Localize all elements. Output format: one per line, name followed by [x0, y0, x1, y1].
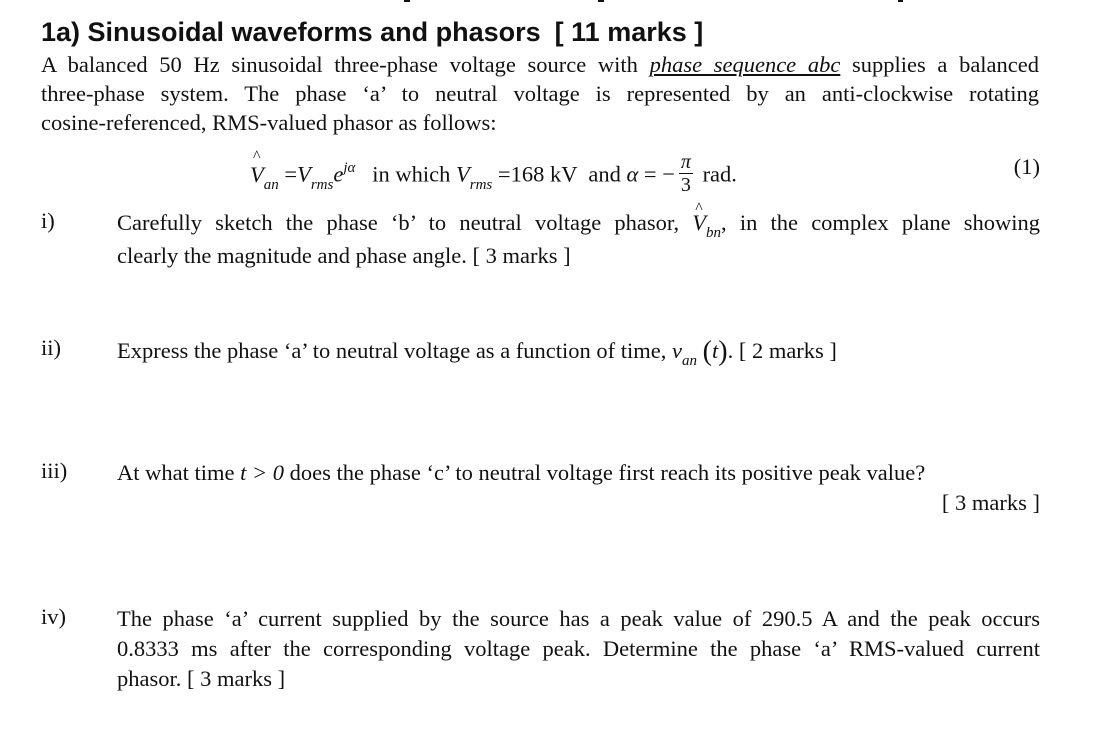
item-text: clearly the magnitude and phase angle.	[117, 243, 467, 268]
item-i-line-1	[117, 208, 1040, 241]
section-heading	[41, 14, 703, 50]
item-i-marks: [ 3 marks ]	[472, 243, 571, 268]
exp-base: e	[333, 161, 344, 187]
item-iv-line-2: 0.8333 ms after the corresponding voltage peak. Determine the phase ‘a’ RMS-valued current	[117, 636, 1040, 661]
equals-sign: =	[284, 161, 298, 187]
cropped-top-mark	[898, 0, 903, 2]
unit-text: rad.	[702, 161, 737, 187]
alpha-equals: = −	[643, 161, 675, 187]
equation-number: (1)	[1013, 154, 1040, 179]
item-text: , in the complex plane showing	[721, 210, 1041, 235]
vrms-symbol-2: V	[456, 161, 470, 187]
cropped-top-mark	[598, 0, 604, 2]
vrms-value: =168 kV	[497, 161, 578, 187]
fraction-denominator: 3	[680, 174, 691, 196]
item-ii-marks: [ 2 marks ]	[738, 338, 837, 363]
item-ii-text	[117, 335, 1040, 369]
alpha-symbol: α	[626, 161, 639, 187]
item-ii-question	[117, 336, 739, 369]
item-iv-marks: [ 3 marks ]	[187, 666, 286, 691]
period: .	[727, 338, 734, 363]
van-sub: an	[682, 353, 698, 369]
open-paren: (	[702, 336, 712, 367]
time-variable: t	[711, 338, 719, 363]
item-iii-line-2	[117, 488, 1040, 518]
item-i-line-2	[117, 241, 1040, 271]
van-symbol: v	[672, 338, 683, 363]
vrms-sub-2: rms	[469, 176, 493, 193]
close-paren: )	[718, 336, 728, 367]
in-which-text: in which	[372, 161, 451, 187]
item-text: does the phase ‘c’ to neutral voltage first reach its positive peak value?	[289, 460, 926, 485]
cropped-top-mark	[404, 0, 410, 2]
item-iv-line-1: The phase ‘a’ current supplied by the source has a peak value of 290.5 A and the peak occurs	[117, 606, 1040, 631]
item-text: Carefully sketch the phase ‘b’ to neutral voltage phasor,	[117, 210, 680, 235]
item-iv-line-3	[117, 664, 1040, 694]
item-text: At what time	[117, 460, 235, 485]
item-iii-text	[117, 458, 1040, 518]
phasor-van-symbol: ^ V	[250, 162, 264, 188]
time-condition: t > 0	[240, 460, 285, 485]
phasor-vbn-sub: bn	[706, 225, 722, 241]
phase-sequence-term: phase sequence abc	[649, 52, 841, 77]
intro-line-3: cosine-referenced, RMS-valued phasor as follows:	[41, 110, 497, 135]
equation-body	[250, 151, 737, 199]
item-i-text	[117, 208, 1040, 271]
equation-1	[250, 140, 1040, 204]
phasor-vbn-symbol: ^ V	[692, 208, 706, 238]
item-iv-text	[117, 604, 1040, 694]
intro-line-1	[41, 50, 1039, 79]
vrms-sub: rms	[310, 176, 334, 193]
section-marks: [ 11 marks ]	[554, 17, 704, 47]
item-text: phasor.	[117, 666, 182, 691]
intro-text: supplies a balanced	[852, 52, 1040, 77]
item-label-iv: iv)	[41, 604, 66, 629]
item-label-ii: ii)	[41, 335, 61, 360]
intro-paragraph	[41, 50, 1039, 137]
item-iii-marks: [ 3 marks ]	[941, 490, 1040, 515]
vrms-symbol: V	[297, 161, 311, 187]
item-iii-line-1	[117, 458, 1040, 488]
item-ii-line-1	[117, 335, 1040, 369]
item-text: Express the phase ‘a’ to neutral voltage as a function of time,	[117, 338, 667, 363]
section-title: 1a) Sinusoidal waveforms and phasors	[41, 17, 541, 47]
and-text: and	[588, 161, 621, 187]
phasor-van-sub: an	[263, 176, 279, 193]
item-label-i: i)	[41, 208, 55, 233]
pi-over-3-fraction	[679, 151, 693, 196]
item-label-iii: iii)	[41, 458, 68, 483]
fraction-numerator: π	[680, 151, 691, 173]
exp-power: jα	[343, 159, 356, 176]
intro-line-2: three-phase system. The phase ‘a’ to neutral voltage is represented by an anti-clockwise rotating	[41, 81, 1039, 106]
intro-text: A balanced 50 Hz sinusoidal three-phase voltage source with	[41, 52, 638, 77]
